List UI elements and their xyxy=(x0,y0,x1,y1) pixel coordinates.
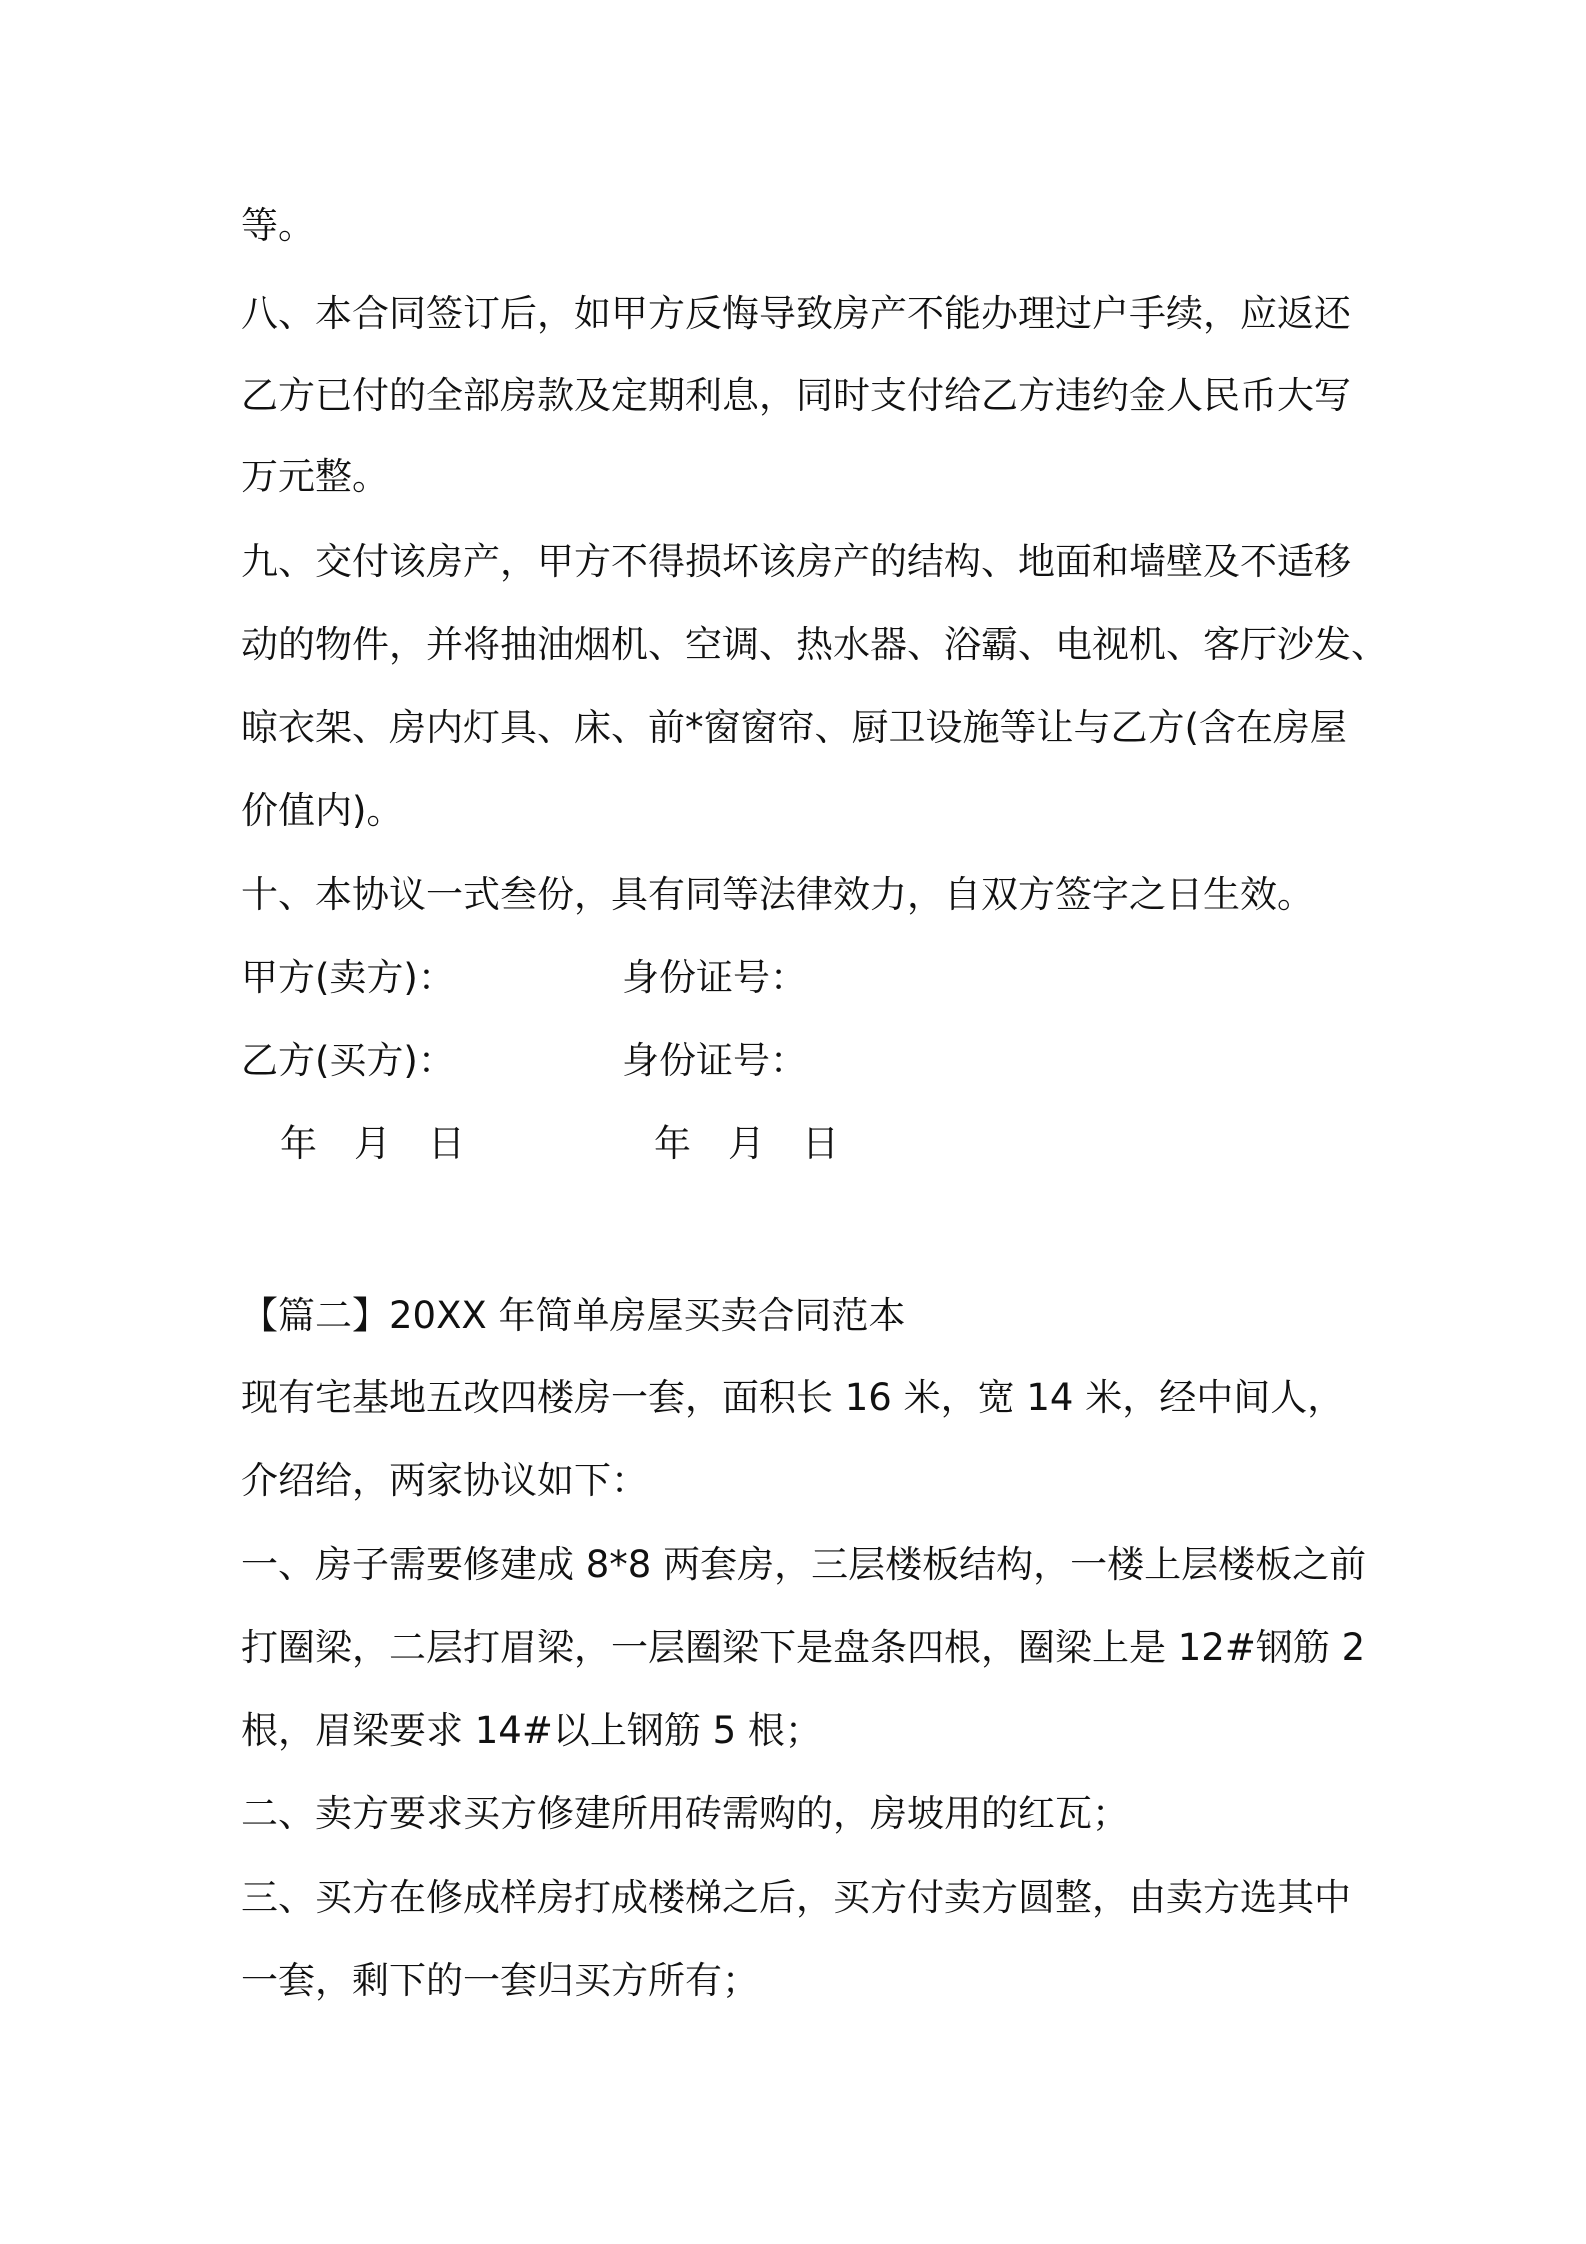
clause-8-line-3: 万元整。 xyxy=(241,455,389,498)
party-a-id-label: 身份证号： xyxy=(622,956,807,999)
clause-9-line-1: 九、交付该房产，甲方不得损坏该房产的结构、地面和墙壁及不适移 xyxy=(241,540,1351,583)
part2-clause-1-line-1: 一、房子需要修建成 8*8 两套房，三层楼板结构，一楼上层楼板之前 xyxy=(241,1543,1367,1586)
clause-10-line-1: 十、本协议一式叁份，具有同等法律效力，自双方签字之日生效。 xyxy=(241,873,1314,916)
party-a-label: 甲方(卖方)： xyxy=(241,956,455,999)
clause-9-line-2: 动的物件，并将抽油烟机、空调、热水器、浴霸、电视机、客厅沙发、 xyxy=(241,623,1388,666)
part2-line-1: 现有宅基地五改四楼房一套，面积长 16 米，宽 14 米，经中间人， xyxy=(241,1376,1345,1419)
clause-8-line-2: 乙方已付的全部房款及定期利息，同时支付给乙方违约金人民币大写 xyxy=(241,374,1351,417)
date-left: 年 月 日 xyxy=(280,1122,465,1165)
clause-9-line-4: 价值内)。 xyxy=(241,789,404,832)
part2-line-2: 介绍给，两家协议如下： xyxy=(241,1459,648,1502)
date-right: 年 月 日 xyxy=(654,1122,839,1165)
clause-text-line: 等。 xyxy=(241,204,315,247)
party-b-label: 乙方(买方)： xyxy=(241,1039,455,1082)
clause-9-line-3: 晾衣架、房内灯具、床、前*窗窗帘、厨卫设施等让与乙方(含在房屋 xyxy=(241,706,1347,749)
party-b-id-label: 身份证号： xyxy=(622,1039,807,1082)
part2-clause-3-line-2: 一套，剩下的一套归买方所有； xyxy=(241,1959,759,2002)
part2-clause-2-line-1: 二、卖方要求买方修建所用砖需购的，房坡用的红瓦； xyxy=(241,1792,1129,1835)
section-title: 【篇二】20XX 年简单房屋买卖合同范本 xyxy=(241,1294,906,1337)
part2-clause-1-line-2: 打圈梁，二层打眉梁，一层圈梁下是盘条四根，圈梁上是 12#钢筋 2 xyxy=(241,1626,1366,1669)
clause-8-line-1: 八、本合同签订后，如甲方反悔导致房产不能办理过户手续，应返还 xyxy=(241,292,1351,335)
part2-clause-3-line-1: 三、买方在修成样房打成楼梯之后，买方付卖方圆整，由卖方选其中 xyxy=(241,1876,1351,1919)
part2-clause-1-line-3: 根，眉梁要求 14#以上钢筋 5 根； xyxy=(241,1709,822,1752)
